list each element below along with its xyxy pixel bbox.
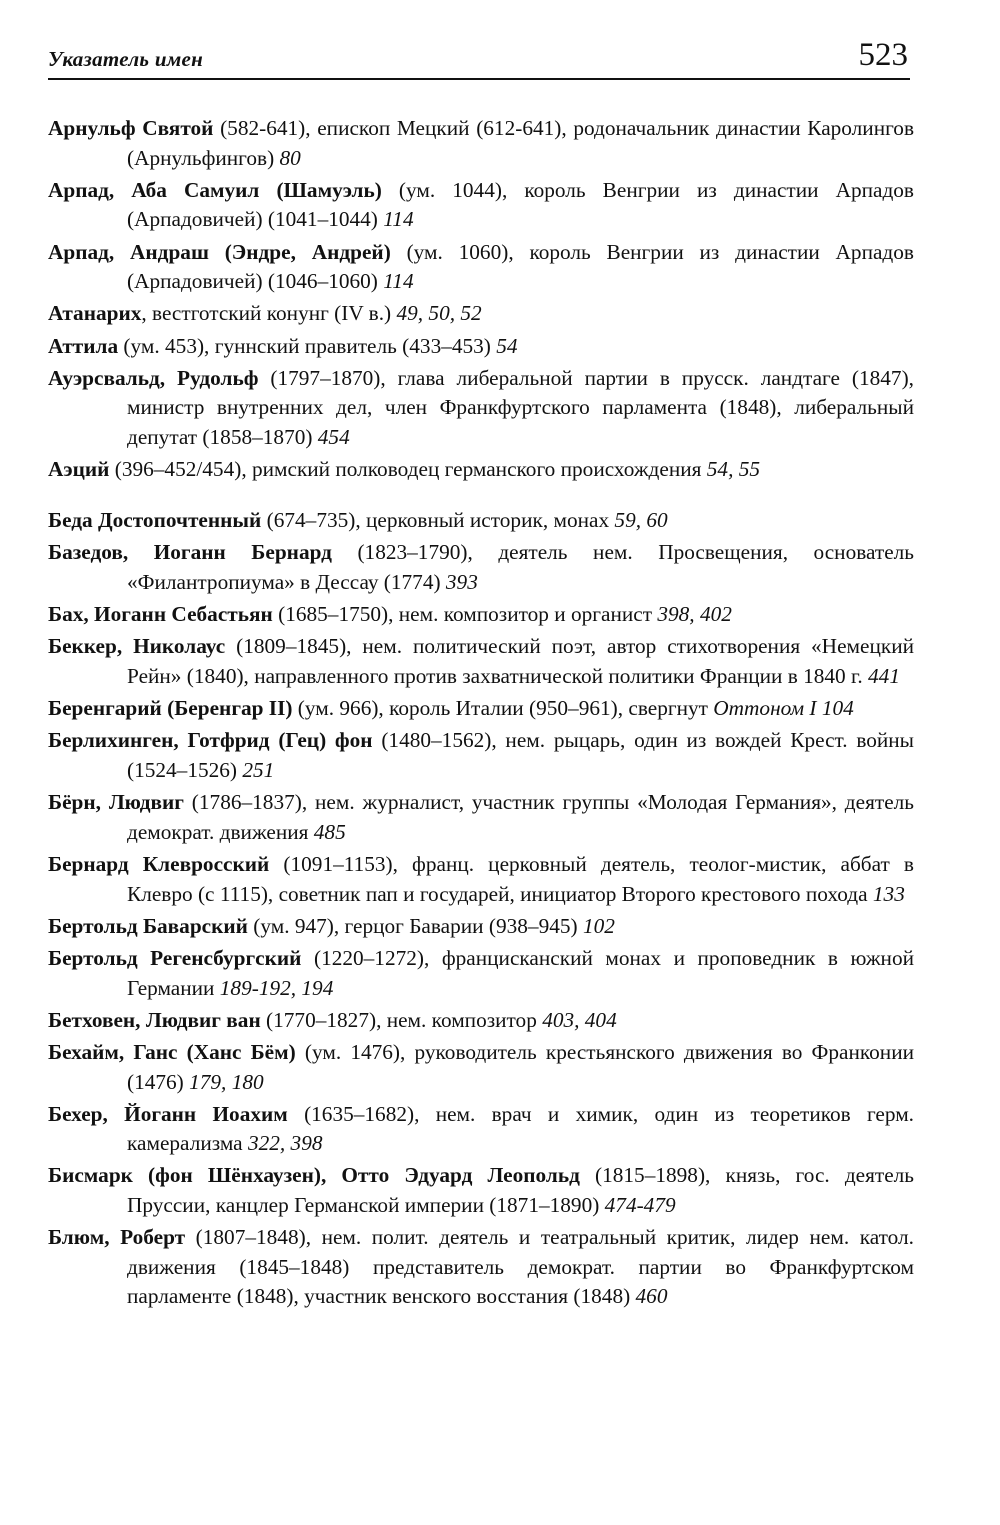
entry-text: (1220–1272), францисканский монах и проповедник в южной Германии (127, 945, 914, 1000)
index-entry (48, 850, 914, 909)
entry-pages: 454 (317, 424, 350, 449)
index-entry (48, 944, 914, 1003)
entry-text: (1480–1562), нем. рыцарь, один из вождей Крест. войны (1524–1526) (127, 728, 914, 782)
entry-text: (1770–1827), нем. композитор (260, 1007, 543, 1032)
entry-text: (1797–1870), глава либеральной партии в прусск. ландтаге (1847), министр внутренних дел, член Франкфуртского парламента (1848), либеральный депутат (1858–1870) (127, 365, 914, 449)
entry-name: Бах, Иоганн Себастьян (48, 602, 273, 627)
entry-name: Арнульф Святой (48, 116, 214, 140)
running-head: Указатель имен (48, 47, 204, 71)
entry-name: Бехайм, Ганс (Ханс Бём) (48, 1039, 296, 1064)
entry-text: (1091–1153), франц. церковный деятель, теолог-мистик, аббат в Клевро (с 1115), советник пап и государей, инициатор Второго крестового похода (127, 851, 914, 906)
index-entry (48, 788, 914, 847)
entry-pages: 474-479 (604, 1193, 676, 1218)
index-entry (48, 332, 914, 362)
entry-pages: 189-192, 194 (219, 975, 334, 1000)
entry-pages: 251 (242, 758, 275, 782)
index-entry (48, 364, 914, 453)
entry-pages: 133 (872, 881, 905, 906)
entry-pages: 114 (383, 269, 414, 294)
entry-name: Арпад, Андраш (Эндре, Андрей) (48, 239, 391, 264)
entry-name: Блюм, Роберт (48, 1225, 186, 1250)
page-number: 523 (858, 37, 908, 73)
index-entry (48, 506, 914, 536)
entry-text: (1809–1845), нем. политический поэт, автор стихотворения «Немецкий Рейн» (1840), направленного против захватнической политики Франции в 1840 г. (127, 634, 914, 689)
index-entry (48, 1223, 914, 1312)
entry-name: Беренгарий (Беренгар II) (48, 696, 293, 721)
entry-pages: 179, 180 (189, 1069, 264, 1094)
entry-name: Бернард Клевросский (48, 851, 270, 876)
entry-pages: 80 (279, 145, 301, 170)
entry-text: (1635–1682), нем. врач и химик, один из теоретиков герм. камерализма (127, 1101, 915, 1156)
entry-text: (1786–1837), нем. журналист, участник группы «Молодая Германия», деятель демократ. движения (127, 790, 914, 844)
entry-text: (ум. 966), король Италии (950–961), свергнут (292, 696, 714, 721)
entry-pages: 460 (635, 1284, 668, 1309)
index-entry (48, 538, 914, 597)
index-entry (48, 1161, 914, 1220)
entry-pages: 104 (821, 696, 854, 721)
index-entry (48, 1038, 914, 1097)
entry-name: Аэций (48, 457, 110, 482)
index-entry (48, 1100, 914, 1159)
entry-name: Беккер, Николаус (48, 634, 226, 659)
entry-name: Бертольд Регенсбургский (48, 945, 302, 970)
entry-cross-reference: Оттоном I (713, 696, 817, 721)
index-entry (48, 114, 914, 173)
entry-name: Базедов, Иоганн Бернард (48, 540, 332, 565)
index-entry (48, 600, 914, 630)
entry-text: (ум. 947), герцог Баварии (938–945) (247, 913, 583, 938)
entry-name: Атанарих (48, 301, 142, 326)
entry-pages: 322, 398 (247, 1131, 323, 1156)
index-entry (48, 299, 914, 329)
index-entry (48, 176, 914, 235)
entry-name: Бетховен, Людвиг ван (48, 1007, 261, 1032)
entry-name: Арпад, Аба Самуил (Шамуэль) (48, 177, 382, 202)
name-index (48, 114, 914, 1315)
page-header (48, 34, 910, 80)
entry-name: Бёрн, Людвиг (48, 790, 184, 815)
entry-text: (1807–1848), нем. полит. деятель и театральный критик, лидер нем. катол. движения (1845–1848) представитель демократ. партии во Франкфуртском парламенте (1848), участник венского восстания (1848) (127, 1225, 914, 1309)
entry-text: (582-641), епископ Мецкий (612-641), родоначальник династии Каролингов (Арнульфингов) (127, 116, 914, 170)
entry-text: (ум. 453), гуннский правитель (433–453) (118, 333, 497, 358)
entry-pages: 49, 50, 52 (396, 301, 482, 326)
entry-pages: 59, 60 (614, 508, 668, 533)
entry-pages: 54, 55 (706, 457, 761, 482)
entry-pages: 441 (868, 664, 900, 689)
index-entry (48, 1006, 914, 1036)
index-entry (48, 694, 914, 724)
entry-name: Бисмарк (фон Шёнхаузен), Отто Эдуард Леопольд (48, 1163, 580, 1188)
entry-text: (674–735), церковный историк, монах (261, 508, 615, 533)
entry-pages: 114 (383, 207, 414, 232)
entry-pages: 102 (582, 913, 615, 938)
entry-text: (ум. 1476), руководитель крестьянского движения во Франконии (1476) (127, 1039, 914, 1094)
entry-pages: 398, 402 (657, 602, 732, 627)
entry-text: (396–452/454), римский полководец германского происхождения (109, 457, 707, 482)
index-entry (48, 455, 914, 485)
entry-text: , вестготский конунг (IV в.) (141, 301, 397, 326)
entry-text: (ум. 1044), король Венгрии из династии Арпадов (Арпадовичей) (1041–1044) (127, 177, 914, 232)
index-entry (48, 912, 914, 942)
entry-name: Ауэрсвальд, Рудольф (48, 365, 259, 390)
entry-pages: 393 (445, 570, 478, 595)
entry-text: (1823–1790), деятель нем. Просвещения, основатель «Филантропиума» в Дессау (1774) (127, 540, 915, 595)
entry-name: Берлихинген, Готфрид (Гец) фон (48, 728, 373, 753)
letter-group-gap (48, 487, 914, 506)
entry-name: Бертольд Баварский (48, 913, 248, 938)
index-entry (48, 632, 914, 691)
entry-pages: 403, 404 (542, 1007, 617, 1032)
entry-text: (1685–1750), нем. композитор и органист (272, 602, 658, 627)
entry-name: Бехер, Йоганн Иоахим (48, 1101, 288, 1126)
entry-pages: 485 (313, 819, 346, 844)
entry-text: (ум. 1060), король Венгрии из династии Арпадов (Арпадовичей) (1046–1060) (127, 239, 914, 294)
index-entry (48, 238, 914, 297)
entry-text: (1815–1898), князь, гос. деятель Пруссии, канцлер Германской империи (1871–1890) (127, 1163, 915, 1218)
entry-name: Аттила (48, 333, 119, 358)
index-entry (48, 726, 914, 785)
entry-name: Беда Достопочтенный (48, 508, 262, 533)
entry-pages: 54 (496, 333, 518, 358)
